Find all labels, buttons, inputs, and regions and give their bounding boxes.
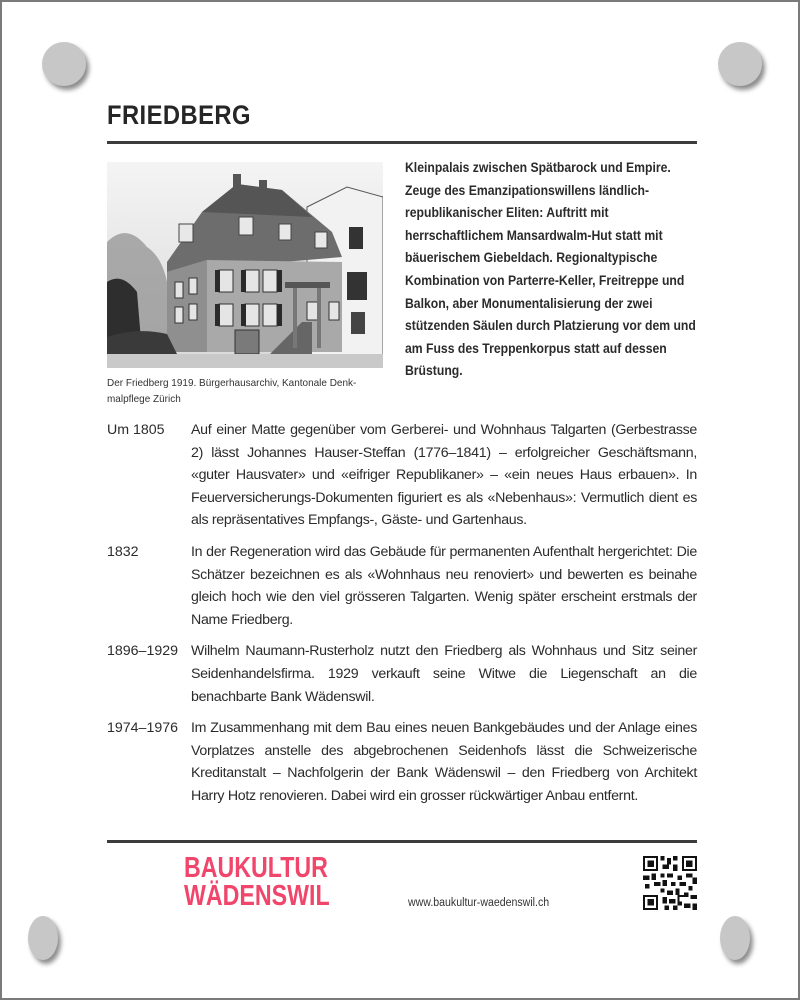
qr-code-icon[interactable]: [643, 856, 697, 910]
timeline-text: Wilhelm Naumann-Rusterholz nutzt den Friedberg als Wohnhaus und Sitz seiner Seidenhandelsfirma. 1929 verkauft seine Witwe die Liegenschaft an die benachbarte Bank Wädenswil.: [191, 643, 697, 705]
timeline-year: 1896–1929: [107, 643, 179, 660]
mounting-screw-icon: [720, 916, 750, 960]
timeline-year: Um 1805: [107, 422, 165, 438]
timeline-entry: [107, 640, 697, 708]
mounting-screw-icon: [28, 916, 58, 960]
website-link[interactable]: www.baukultur-waedenswil.ch: [408, 897, 550, 909]
historic-photo: [107, 162, 383, 368]
brand-line-1: BAUKULTUR: [184, 852, 328, 884]
timeline-entry: [107, 717, 697, 807]
timeline-entry: [107, 419, 697, 532]
timeline-text: Auf einer Matte gegenüber vom Gerberei- und Wohnhaus Talgarten (Gerbestrasse 2) lässt Johannes Hauser-Steffan (1776–1841) – erfolgreicher Geschäftsmann, «guter Hausvater» und «eifriger Republikaner» – «ein neues Haus erbauen». In Feuerversicherungs-Dokumenten figuriert es als «Nebenhaus»: Vermutlich dient es als repräsentatives Empfangs-, Gäste- und Gartenhaus.: [191, 422, 697, 529]
timeline-year: 1974–1976: [107, 720, 179, 737]
photo-caption: Der Friedberg 1919. Bürgerhausarchiv, Kantonale Denkmalpflege Zürich: [107, 377, 357, 405]
page-title: FRIEDBERG: [107, 100, 251, 130]
timeline: [107, 419, 697, 817]
timeline-year: 1832: [107, 543, 139, 560]
building-photo-icon: [107, 162, 383, 368]
title-divider: [107, 141, 697, 144]
footer-divider: [107, 840, 697, 843]
mounting-screw-icon: [718, 42, 762, 86]
brand-line-2: WÄDENSWIL: [184, 880, 330, 912]
timeline-text: In der Regeneration wird das Gebäude für permanenten Aufenthalt hergerichtet: Die Schätzer bezeichnen es als «Wohnhaus neu renoviert» und bewerten es beinahe gleich hoch wie den viel grösseren Talgarten. Wenig später erscheint erstmals der Name Friedberg.: [191, 543, 697, 628]
brand-logo: [184, 854, 330, 910]
timeline-text: Im Zusammenhang mit dem Bau eines neuen Bankgebäudes und der Anlage eines Vorplatzes anstelle des abgebrochenen Seidenhofs lässt die Schweizerische Kreditanstalt – Nachfolgerin der Bank Wädenswil – den Friedberg von Architekt Harry Hotz renovieren. Dabei wird ein grosser rückwärtiger Anbau entfernt.: [191, 720, 697, 804]
mounting-screw-icon: [42, 42, 86, 86]
lead-paragraph: Kleinpalais zwischen Spätbarock und Empire. Zeuge des Emanzipationswillens ländlich-republikanischer Eliten: Auftritt mit herrschaftlichem Mansardwalm-Hut statt mit bäuerischem Giebeldach. Regionaltypische Kombination von Parterre-Keller, Freitreppe und Balkon, aber Monumentalisierung der zwei stützenden Säulen durch Platzierung vor dem und am Fuss des Treppenkorpus statt auf dessen Brüstung.: [405, 160, 696, 380]
timeline-entry: [107, 541, 697, 631]
